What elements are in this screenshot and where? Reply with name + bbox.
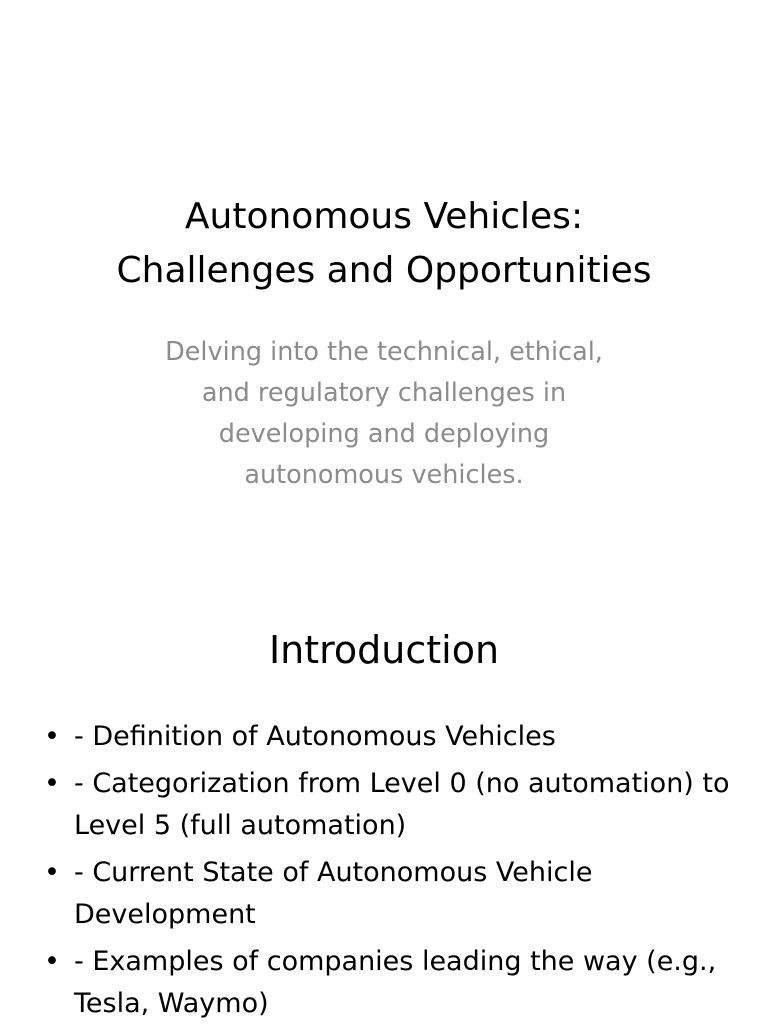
bullet-icon: • <box>44 857 60 888</box>
slide-subtitle-line: and regulatory challenges in <box>201 378 567 408</box>
bullet-text: - Definition of Autonomous Vehicles <box>74 721 556 752</box>
slide-subtitle <box>134 332 634 496</box>
bullet-text: - Categorization from Level 0 (no automation) to Level 5 (full automation) <box>74 768 730 841</box>
bullet-item <box>44 941 744 1024</box>
slide-title <box>0 190 768 298</box>
bullet-icon: • <box>44 946 60 977</box>
bullet-item <box>44 852 744 936</box>
bullet-icon: • <box>44 721 60 752</box>
slide-heading: Introduction <box>268 628 500 672</box>
slide-subtitle-line: Delving into the technical, ethical, <box>165 337 603 367</box>
bullet-item <box>44 716 744 758</box>
bullet-item <box>44 763 744 847</box>
bullet-text: - Examples of companies leading the way (e.g., Tesla, Waymo) <box>74 946 717 1019</box>
slide-title-line: Challenges and Opportunities <box>116 250 652 291</box>
slide-subtitle-line: autonomous vehicles. <box>244 460 524 490</box>
bullet-list <box>44 716 744 1024</box>
introduction-slide <box>0 576 768 1024</box>
slide-title-line: Autonomous Vehicles: <box>184 196 584 237</box>
bullet-text: - Current State of Autonomous Vehicle Development <box>74 857 593 930</box>
slide-subtitle-line: developing and deploying <box>218 419 550 449</box>
bullet-icon: • <box>44 768 60 799</box>
